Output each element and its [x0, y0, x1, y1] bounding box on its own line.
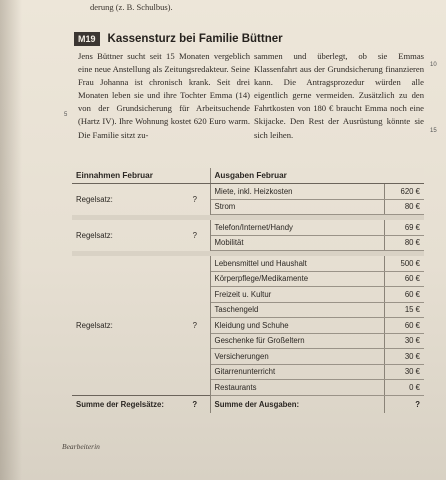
expense-item: Restaurants	[210, 380, 384, 396]
footer-note: Bearbeiterin	[62, 442, 100, 451]
expense-item: Taschengeld	[210, 302, 384, 318]
expense-item: Freizeit u. Kultur	[210, 287, 384, 303]
sum-expenses-label: Summe der Ausgaben:	[210, 395, 384, 413]
expense-item: Strom	[210, 199, 384, 215]
income-label: Regelsatz:	[76, 230, 113, 240]
material-badge: M19	[74, 32, 100, 46]
expense-value: 30 €	[384, 364, 424, 380]
table-body	[72, 184, 424, 414]
expense-value: 620 €	[384, 184, 424, 200]
line-marker-right-top: 10	[430, 62, 437, 68]
income-amount: ?	[180, 256, 210, 396]
section-title: Kassensturz bei Familie Büttner	[107, 33, 283, 45]
income-label: Regelsatz:	[76, 194, 113, 204]
table-row	[72, 256, 424, 272]
expense-item: Telefon/Internet/Handy	[210, 220, 384, 236]
expense-value: 60 €	[384, 318, 424, 334]
expense-item: Lebensmittel und Haushalt	[210, 256, 384, 272]
expense-item: Körperpflege/Medikamente	[210, 271, 384, 287]
expense-value: 60 €	[384, 287, 424, 303]
expense-item: Miete, inkl. Heizkosten	[210, 184, 384, 200]
expense-value: 500 €	[384, 256, 424, 272]
expense-value: 0 €	[384, 380, 424, 396]
expense-value: 80 €	[384, 235, 424, 251]
sum-row	[72, 395, 424, 413]
expense-value: 69 €	[384, 220, 424, 236]
expense-item: Mobilität	[210, 235, 384, 251]
expense-item: Versicherungen	[210, 349, 384, 365]
budget-table	[72, 168, 424, 413]
page-shadow	[0, 0, 22, 480]
expense-value: 80 €	[384, 199, 424, 215]
expense-value: 30 €	[384, 349, 424, 365]
sum-income-value: ?	[180, 395, 210, 413]
sum-income-label: Summe der Regelsätze:	[72, 395, 180, 413]
income-amount: ?	[180, 184, 210, 215]
table-header-row	[72, 168, 424, 184]
expenses-header: Ausgaben Februar	[210, 168, 424, 184]
line-marker-right-bottom: 15	[430, 128, 437, 134]
sum-expenses-value: ?	[384, 395, 424, 413]
income-label: Regelsatz:	[76, 320, 113, 330]
section-header	[74, 30, 414, 48]
previous-text-fragment: derung (z. B. Schulbus).	[90, 2, 173, 12]
expense-item: Kleidung und Schuhe	[210, 318, 384, 334]
line-marker-left: 5	[64, 112, 68, 118]
expense-item: Gitarrenunterricht	[210, 364, 384, 380]
expense-value: 15 €	[384, 302, 424, 318]
income-amount: ?	[180, 220, 210, 251]
text-column-right: sammen und überlegt, ob sie Emmas Klassenfahrt aus der Grundsicherung finanzieren kann. Die Antragsprozedur würden alle eigentlich gerne vermeiden. Zusätzlich zu den Fahrtkosten von 180 € braucht Emma noch eine Skijacke. Den Rest der Ausrüstung könnte sie sich leihen.	[254, 51, 424, 140]
table-row	[72, 220, 424, 236]
text-column-left: Jens Büttner sucht seit 15 Monaten vergeblich eine neue Anstellung als Zeitungsredakteur. Seine Frau Johanna ist chronisch krank. Seit drei Monaten leben sie und ihre Tochter Emma (14) von der Grundsicherung für Arbeitsuchende (Hartz IV). Ihre Wohnung kostet 620 Euro warm. Die Familie sitzt zu-	[78, 51, 250, 140]
income-header: Einnahmen Februar	[72, 168, 210, 184]
expense-item: Geschenke für Großeltern	[210, 333, 384, 349]
expense-value: 60 €	[384, 271, 424, 287]
table-row	[72, 184, 424, 200]
expense-value: 30 €	[384, 333, 424, 349]
